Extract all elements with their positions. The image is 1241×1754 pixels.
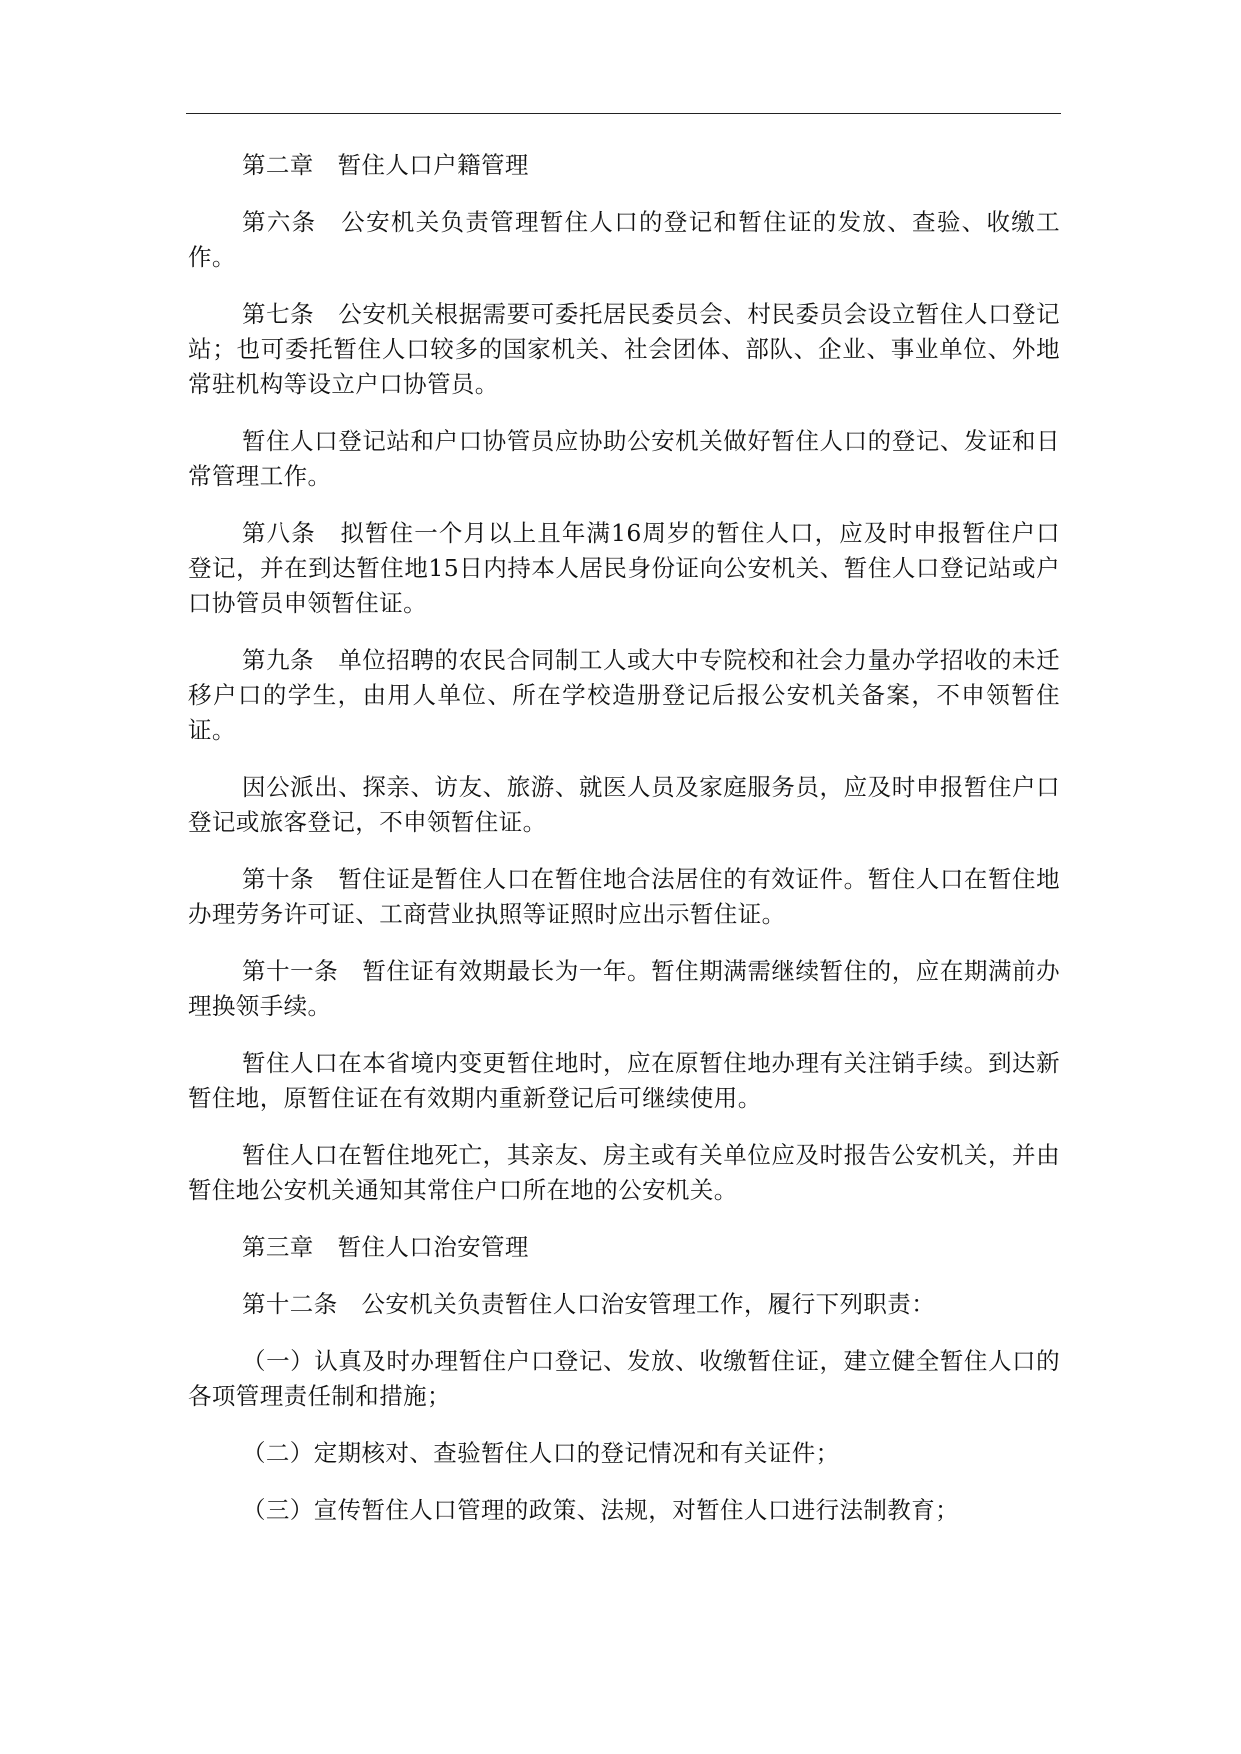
article-paragraph: 第九条 单位招聘的农民合同制工人或大中专院校和社会力量办学招收的未迁移户口的学生，由用人单位、所在学校造册登记后报公安机关备案，不申领暂住证。 xyxy=(188,646,1060,744)
article-paragraph: 第十一条 暂住证有效期最长为一年。暂住期满需继续暂住的，应在期满前办理换领手续。 xyxy=(188,957,1060,1020)
article-paragraph: 第十二条 公安机关负责暂住人口治安管理工作，履行下列职责： xyxy=(242,1290,936,1318)
list-item: （二）定期核对、查验暂住人口的登记情况和有关证件； xyxy=(242,1439,840,1467)
document-body xyxy=(188,148,1060,1550)
header-rule xyxy=(186,113,1061,114)
article-paragraph: 暂住人口在暂住地死亡，其亲友、房主或有关单位应及时报告公安机关，并由暂住地公安机关通知其常住户口所在地的公安机关。 xyxy=(188,1141,1060,1204)
list-item: （一）认真及时办理暂住户口登记、发放、收缴暂住证，建立健全暂住人口的各项管理责任制和措施； xyxy=(188,1347,1060,1410)
article-paragraph: 暂住人口在本省境内变更暂住地时，应在原暂住地办理有关注销手续。到达新暂住地，原暂住证在有效期内重新登记后可继续使用。 xyxy=(188,1049,1060,1112)
article-paragraph: 暂住人口登记站和户口协管员应协助公安机关做好暂住人口的登记、发证和日常管理工作。 xyxy=(188,427,1060,490)
article-paragraph: 第六条 公安机关负责管理暂住人口的登记和暂住证的发放、查验、收缴工作。 xyxy=(188,208,1060,271)
chapter-heading: 第三章 暂住人口治安管理 xyxy=(242,1233,529,1261)
article-paragraph: 第十条 暂住证是暂住人口在暂住地合法居住的有效证件。暂住人口在暂住地办理劳务许可证、工商营业执照等证照时应出示暂住证。 xyxy=(188,865,1060,928)
article-paragraph: 第七条 公安机关根据需要可委托居民委员会、村民委员会设立暂住人口登记站；也可委托暂住人口较多的国家机关、社会团体、部队、企业、事业单位、外地常驻机构等设立户口协管员。 xyxy=(188,300,1060,398)
article-paragraph: 第八条 拟暂住一个月以上且年满16周岁的暂住人口，应及时申报暂住户口登记，并在到达暂住地15日内持本人居民身份证向公安机关、暂住人口登记站或户口协管员申领暂住证。 xyxy=(188,519,1060,617)
list-item: （三）宣传暂住人口管理的政策、法规，对暂住人口进行法制教育； xyxy=(242,1496,959,1524)
article-paragraph: 因公派出、探亲、访友、旅游、就医人员及家庭服务员，应及时申报暂住户口登记或旅客登记，不申领暂住证。 xyxy=(188,773,1060,836)
chapter-heading: 第二章 暂住人口户籍管理 xyxy=(242,151,529,179)
